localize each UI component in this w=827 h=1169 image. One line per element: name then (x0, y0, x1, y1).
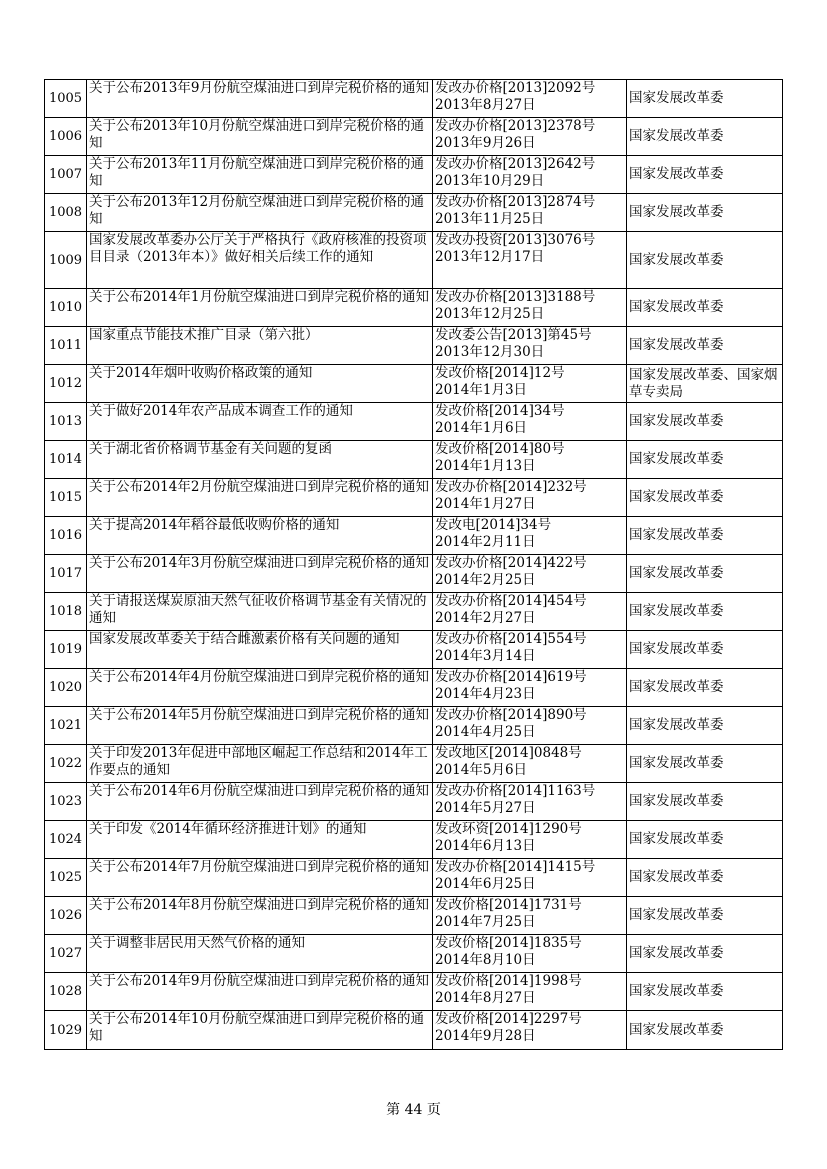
document-title: 关于调整非居民用天然气价格的通知 (87, 935, 433, 973)
issue-date: 2013年11月25日 (435, 211, 545, 227)
issue-date: 2013年9月26日 (435, 135, 536, 151)
table-row (45, 821, 783, 859)
document-number: 发改价格[2014]1731号 (435, 897, 582, 913)
document-number: 发改办价格[2014]1415号 (435, 859, 596, 875)
row-number: 1007 (45, 156, 87, 194)
issue-date: 2014年5月6日 (435, 762, 528, 778)
issue-date: 2013年12月25日 (435, 306, 545, 322)
issuing-agency: 国家发展改革委 (627, 783, 783, 821)
document-title: 关于公布2013年10月份航空煤油进口到岸完税价格的通知 (87, 118, 433, 156)
issue-date: 2014年8月27日 (435, 990, 536, 1006)
document-number-cell (433, 973, 627, 1011)
document-title: 关于公布2014年7月份航空煤油进口到岸完税价格的通知 (87, 859, 433, 897)
table-row (45, 327, 783, 365)
document-title: 关于公布2014年4月份航空煤油进口到岸完税价格的通知 (87, 669, 433, 707)
document-title: 关于公布2014年10月份航空煤油进口到岸完税价格的通知 (87, 1011, 433, 1050)
document-title: 关于提高2014年稻谷最低收购价格的通知 (87, 517, 433, 555)
issue-date: 2013年8月27日 (435, 97, 536, 113)
document-number: 发改价格[2014]2297号 (435, 1011, 582, 1027)
document-number: 发改办价格[2014]619号 (435, 669, 587, 685)
document-number-cell (433, 479, 627, 517)
issue-date: 2014年5月27日 (435, 800, 536, 816)
document-number: 发改办价格[2014]454号 (435, 593, 587, 609)
document-number: 发改价格[2014]1998号 (435, 973, 582, 989)
issue-date: 2014年1月3日 (435, 382, 528, 398)
document-number: 发改环资[2014]1290号 (435, 821, 582, 837)
row-number: 1016 (45, 517, 87, 555)
document-number: 发改价格[2014]80号 (435, 441, 565, 457)
issuing-agency: 国家发展改革委 (627, 80, 783, 118)
document-number-cell (433, 517, 627, 555)
table-row (45, 935, 783, 973)
document-number-cell (433, 631, 627, 669)
issue-date: 2014年1月27日 (435, 496, 536, 512)
issuing-agency: 国家发展改革委 (627, 897, 783, 935)
document-number-cell (433, 289, 627, 327)
document-title: 关于公布2013年11月份航空煤油进口到岸完税价格的通知 (87, 156, 433, 194)
row-number: 1005 (45, 80, 87, 118)
table-row (45, 232, 783, 289)
row-number: 1015 (45, 479, 87, 517)
table-row (45, 973, 783, 1011)
issuing-agency: 国家发展改革委 (627, 327, 783, 365)
issuing-agency: 国家发展改革委 (627, 935, 783, 973)
table-row (45, 194, 783, 232)
document-number: 发改办价格[2013]2874号 (435, 194, 596, 210)
document-number: 发改办价格[2014]422号 (435, 555, 587, 571)
issuing-agency: 国家发展改革委 (627, 517, 783, 555)
table-row (45, 156, 783, 194)
table-row (45, 118, 783, 156)
document-title: 关于请报送煤炭原油天然气征收价格调节基金有关情况的通知 (87, 593, 433, 631)
issuing-agency: 国家发展改革委 (627, 555, 783, 593)
table-row (45, 897, 783, 935)
table-row (45, 80, 783, 118)
row-number: 1008 (45, 194, 87, 232)
issue-date: 2014年4月25日 (435, 724, 536, 740)
issue-date: 2014年7月25日 (435, 914, 536, 930)
row-number: 1013 (45, 403, 87, 441)
document-number-cell (433, 821, 627, 859)
issue-date: 2013年12月30日 (435, 344, 545, 360)
issuing-agency: 国家发展改革委 (627, 745, 783, 783)
document-title: 关于公布2014年5月份航空煤油进口到岸完税价格的通知 (87, 707, 433, 745)
issuing-agency: 国家发展改革委 (627, 441, 783, 479)
document-title: 关于公布2014年9月份航空煤油进口到岸完税价格的通知 (87, 973, 433, 1011)
document-number-cell (433, 593, 627, 631)
document-table (44, 79, 783, 1050)
row-number: 1029 (45, 1011, 87, 1050)
issuing-agency: 国家发展改革委 (627, 194, 783, 232)
issue-date: 2014年2月11日 (435, 534, 536, 550)
document-number-cell (433, 555, 627, 593)
document-title: 关于印发《2014年循环经济推进计划》的通知 (87, 821, 433, 859)
issuing-agency: 国家发展改革委 (627, 118, 783, 156)
issue-date: 2013年10月29日 (435, 173, 545, 189)
document-number-cell (433, 194, 627, 232)
table-row (45, 593, 783, 631)
document-number: 发改办价格[2014]890号 (435, 707, 587, 723)
issuing-agency: 国家发展改革委 (627, 707, 783, 745)
issue-date: 2013年12月17日 (435, 249, 545, 265)
row-number: 1027 (45, 935, 87, 973)
row-number: 1023 (45, 783, 87, 821)
issuing-agency: 国家发展改革委 (627, 821, 783, 859)
issuing-agency: 国家发展改革委 (627, 973, 783, 1011)
page-number: 第 44 页 (386, 1102, 441, 1118)
document-number-cell (433, 783, 627, 821)
table-row (45, 517, 783, 555)
issuing-agency: 国家发展改革委 (627, 156, 783, 194)
row-number: 1010 (45, 289, 87, 327)
document-number: 发改地区[2014]0848号 (435, 745, 582, 761)
document-number: 发改办价格[2013]3188号 (435, 289, 596, 305)
table-row (45, 859, 783, 897)
issuing-agency: 国家发展改革委 (627, 1011, 783, 1050)
row-number: 1022 (45, 745, 87, 783)
document-title: 国家发展改革委关于结合雌激素价格有关问题的通知 (87, 631, 433, 669)
issuing-agency: 国家发展改革委 (627, 289, 783, 327)
row-number: 1020 (45, 669, 87, 707)
table-row (45, 669, 783, 707)
document-number: 发改电[2014]34号 (435, 517, 552, 533)
document-number-cell (433, 859, 627, 897)
issuing-agency: 国家发展改革委 (627, 232, 783, 289)
document-title: 关于2014年烟叶收购价格政策的通知 (87, 365, 433, 403)
document-number: 发改价格[2014]12号 (435, 365, 565, 381)
document-title: 关于公布2013年12月份航空煤油进口到岸完税价格的通知 (87, 194, 433, 232)
issuing-agency: 国家发展改革委 (627, 403, 783, 441)
document-number-cell (433, 118, 627, 156)
issue-date: 2014年6月25日 (435, 876, 536, 892)
document-number-cell (433, 1011, 627, 1050)
document-title: 关于公布2014年1月份航空煤油进口到岸完税价格的通知 (87, 289, 433, 327)
row-number: 1024 (45, 821, 87, 859)
document-title: 关于做好2014年农产品成本调查工作的通知 (87, 403, 433, 441)
issuing-agency: 国家发展改革委 (627, 479, 783, 517)
document-number-cell (433, 80, 627, 118)
row-number: 1026 (45, 897, 87, 935)
issue-date: 2014年1月6日 (435, 420, 528, 436)
row-number: 1019 (45, 631, 87, 669)
table-body (45, 80, 783, 1050)
document-number-cell (433, 707, 627, 745)
row-number: 1028 (45, 973, 87, 1011)
document-number-cell (433, 897, 627, 935)
document-number: 发改价格[2014]34号 (435, 403, 565, 419)
document-title: 国家发展改革委办公厅关于严格执行《政府核准的投资项目目录（2013年本）》做好相关后续工作的通知 (87, 232, 433, 289)
row-number: 1018 (45, 593, 87, 631)
issuing-agency: 国家发展改革委 (627, 669, 783, 707)
document-title: 关于公布2013年9月份航空煤油进口到岸完税价格的通知 (87, 80, 433, 118)
table-row (45, 783, 783, 821)
row-number: 1017 (45, 555, 87, 593)
document-number: 发改委公告[2013]第45号 (435, 327, 592, 343)
issue-date: 2014年8月10日 (435, 952, 536, 968)
row-number: 1009 (45, 232, 87, 289)
table-row (45, 1011, 783, 1050)
issuing-agency: 国家发展改革委、国家烟草专卖局 (627, 365, 783, 403)
issue-date: 2014年9月28日 (435, 1028, 536, 1044)
document-number: 发改办价格[2014]1163号 (435, 783, 596, 799)
document-number-cell (433, 403, 627, 441)
document-number: 发改办价格[2013]2092号 (435, 80, 596, 96)
table-row (45, 745, 783, 783)
document-number-cell (433, 745, 627, 783)
row-number: 1014 (45, 441, 87, 479)
issue-date: 2014年6月13日 (435, 838, 536, 854)
document-number-cell (433, 669, 627, 707)
table-row (45, 555, 783, 593)
document-title: 关于湖北省价格调节基金有关问题的复函 (87, 441, 433, 479)
document-title: 关于公布2014年3月份航空煤油进口到岸完税价格的通知 (87, 555, 433, 593)
document-number: 发改办价格[2013]2378号 (435, 118, 596, 134)
table-row (45, 289, 783, 327)
document-number: 发改办价格[2013]2642号 (435, 156, 596, 172)
document-title: 关于公布2014年2月份航空煤油进口到岸完税价格的通知 (87, 479, 433, 517)
row-number: 1011 (45, 327, 87, 365)
table-row (45, 441, 783, 479)
document-number-cell (433, 232, 627, 289)
document-number: 发改办投资[2013]3076号 (435, 232, 596, 248)
document-number: 发改办价格[2014]232号 (435, 479, 587, 495)
table-row (45, 403, 783, 441)
table-row (45, 707, 783, 745)
issuing-agency: 国家发展改革委 (627, 631, 783, 669)
document-number-cell (433, 441, 627, 479)
document-title: 国家重点节能技术推广目录（第六批） (87, 327, 433, 365)
document-number-cell (433, 935, 627, 973)
document-title: 关于印发2013年促进中部地区崛起工作总结和2014年工作要点的通知 (87, 745, 433, 783)
row-number: 1006 (45, 118, 87, 156)
document-number-cell (433, 365, 627, 403)
table-row (45, 631, 783, 669)
document-number: 发改价格[2014]1835号 (435, 935, 582, 951)
row-number: 1021 (45, 707, 87, 745)
document-title: 关于公布2014年6月份航空煤油进口到岸完税价格的通知 (87, 783, 433, 821)
issuing-agency: 国家发展改革委 (627, 859, 783, 897)
issue-date: 2014年2月27日 (435, 610, 536, 626)
issue-date: 2014年1月13日 (435, 458, 536, 474)
issue-date: 2014年2月25日 (435, 572, 536, 588)
document-number-cell (433, 327, 627, 365)
issue-date: 2014年4月23日 (435, 686, 536, 702)
row-number: 1012 (45, 365, 87, 403)
document-number-cell (433, 156, 627, 194)
row-number: 1025 (45, 859, 87, 897)
issuing-agency: 国家发展改革委 (627, 593, 783, 631)
table-row (45, 365, 783, 403)
document-title: 关于公布2014年8月份航空煤油进口到岸完税价格的通知 (87, 897, 433, 935)
table-row (45, 479, 783, 517)
issue-date: 2014年3月14日 (435, 648, 536, 664)
document-number: 发改办价格[2014]554号 (435, 631, 587, 647)
